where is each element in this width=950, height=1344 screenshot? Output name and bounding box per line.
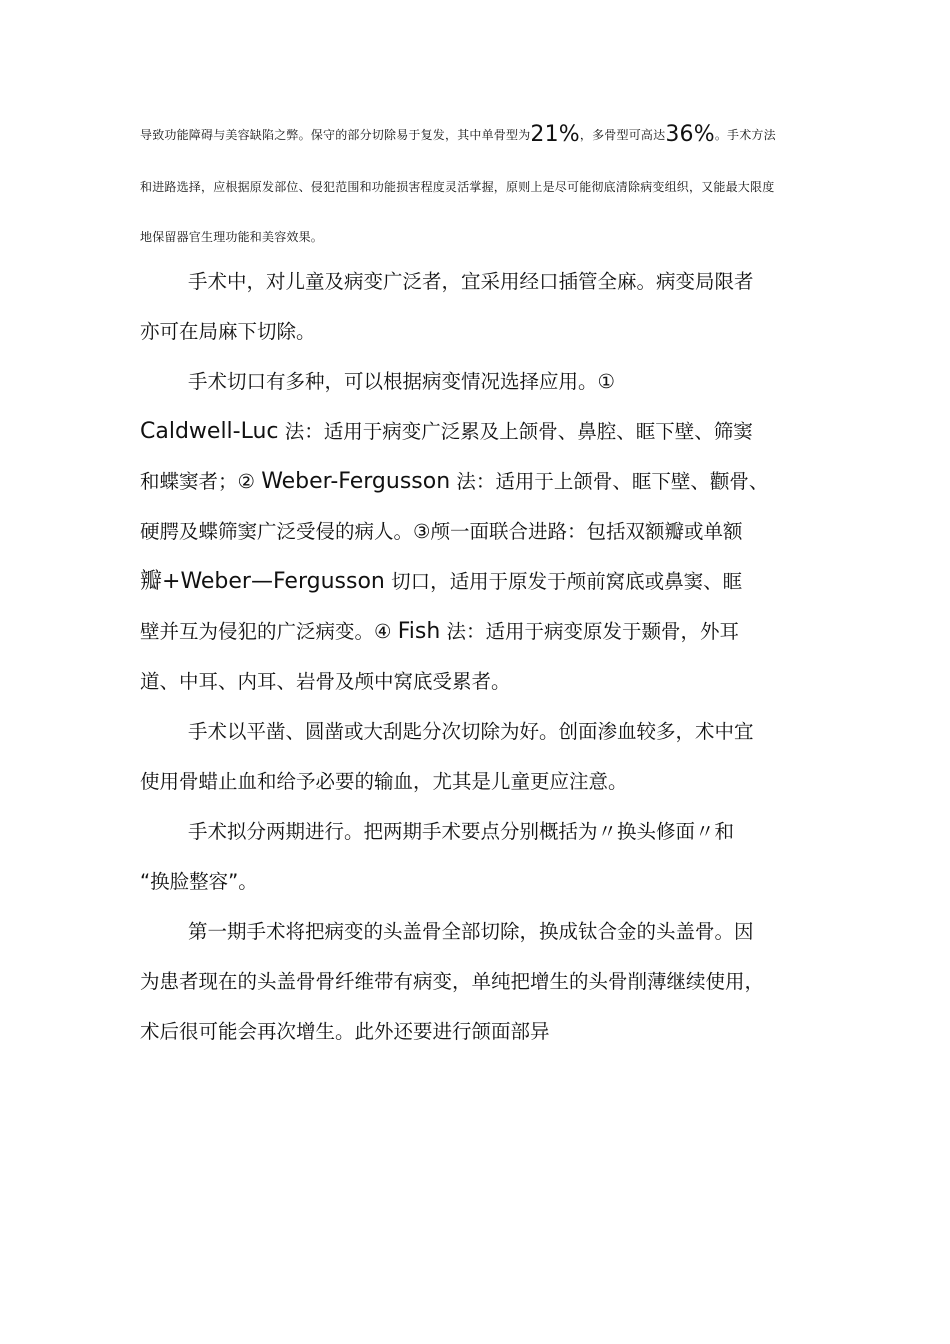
- p2-line-2-text: 法：适用于病变广泛累及上颌骨、鼻腔、眶下壁、筛窦: [278, 420, 753, 443]
- method-fish: Fish: [397, 619, 441, 644]
- p2-line-6-c: 法：适用于病变原发于颞骨，外耳: [440, 620, 739, 643]
- p4-line-1: 手术拟分两期进行。把两期手术要点分别概括为〃换头修面〃和: [188, 820, 735, 843]
- p2-line-5-a: 瓣+: [140, 569, 181, 594]
- p2-line-4: 硬腭及蝶筛窦广泛受侵的病人。③颅一面联合进路：包括双额瓣或单额: [140, 520, 743, 543]
- p2-line-7: 道、中耳、内耳、岩骨及颅中窝底受累者。: [140, 670, 511, 693]
- intro-line-3: 地保留器官生理功能和美容效果。: [140, 230, 324, 244]
- intro-text-1c: 。手术方法: [714, 128, 776, 142]
- intro-text-1a: 导致功能障碍与美容缺陷之弊。保守的部分切除易于复发，其中单骨型为: [140, 128, 531, 142]
- p2-line-3-c: 法：适用于上颌骨、眶下壁、颧骨、: [450, 470, 769, 493]
- method-weber-fergusson: Weber-Fergusson: [261, 469, 451, 494]
- p2-line-6: [140, 620, 840, 644]
- intro-text-1b: ，多骨型可高达: [579, 128, 666, 142]
- p3-line-2: 使用骨蜡止血和给予必要的输血，尤其是儿童更应注意。: [140, 770, 628, 793]
- intro-stat-21: 21%: [530, 122, 580, 147]
- p3-line-1: 手术以平凿、圆凿或大刮匙分次切除为好。创面渗血较多，术中宜: [188, 720, 754, 743]
- p1-line-2: 亦可在局麻下切除。: [140, 320, 316, 343]
- intro-stat-36: 36%: [665, 122, 715, 147]
- p2-line-3: [140, 470, 840, 494]
- method-caldwell-luc: Caldwell-Luc: [140, 419, 279, 444]
- p2-line-2: [140, 420, 840, 444]
- p2-line-6-a: 壁并互为侵犯的广泛病变。④: [140, 620, 398, 643]
- intro-line-2: 和进路选择，应根据原发部位、侵犯范围和功能损害程度灵活掌握，原则上是尽可能彻底清除病变组织，又能最大限度: [140, 180, 775, 194]
- p4-line-2: “换脸整容”。: [140, 870, 258, 893]
- p2-line-5-c: 切口，适用于原发于颅前窝底或鼻窦、眶: [384, 570, 743, 593]
- p5-line-3: 术后很可能会再次增生。此外还要进行颌面部异: [140, 1020, 550, 1043]
- intro-line-1: [140, 122, 820, 147]
- method-weber-fergusson-2: Weber—Fergusson: [180, 569, 385, 594]
- p5-line-1: 第一期手术将把病变的头盖骨全部切除，换成钛合金的头盖骨。因: [188, 920, 754, 943]
- p1-line-1: 手术中，对儿童及病变广泛者，宜采用经口插管全麻。病变局限者: [188, 270, 754, 293]
- p5-line-2: 为患者现在的头盖骨骨纤维带有病变，单纯把增生的头骨削薄继续使用，: [140, 970, 765, 993]
- p2-line-3-a: 和蝶窦者；②: [140, 470, 262, 493]
- p2-line-1: 手术切口有多种，可以根据病变情况选择应用。①: [188, 370, 615, 393]
- p2-line-5: [140, 570, 840, 594]
